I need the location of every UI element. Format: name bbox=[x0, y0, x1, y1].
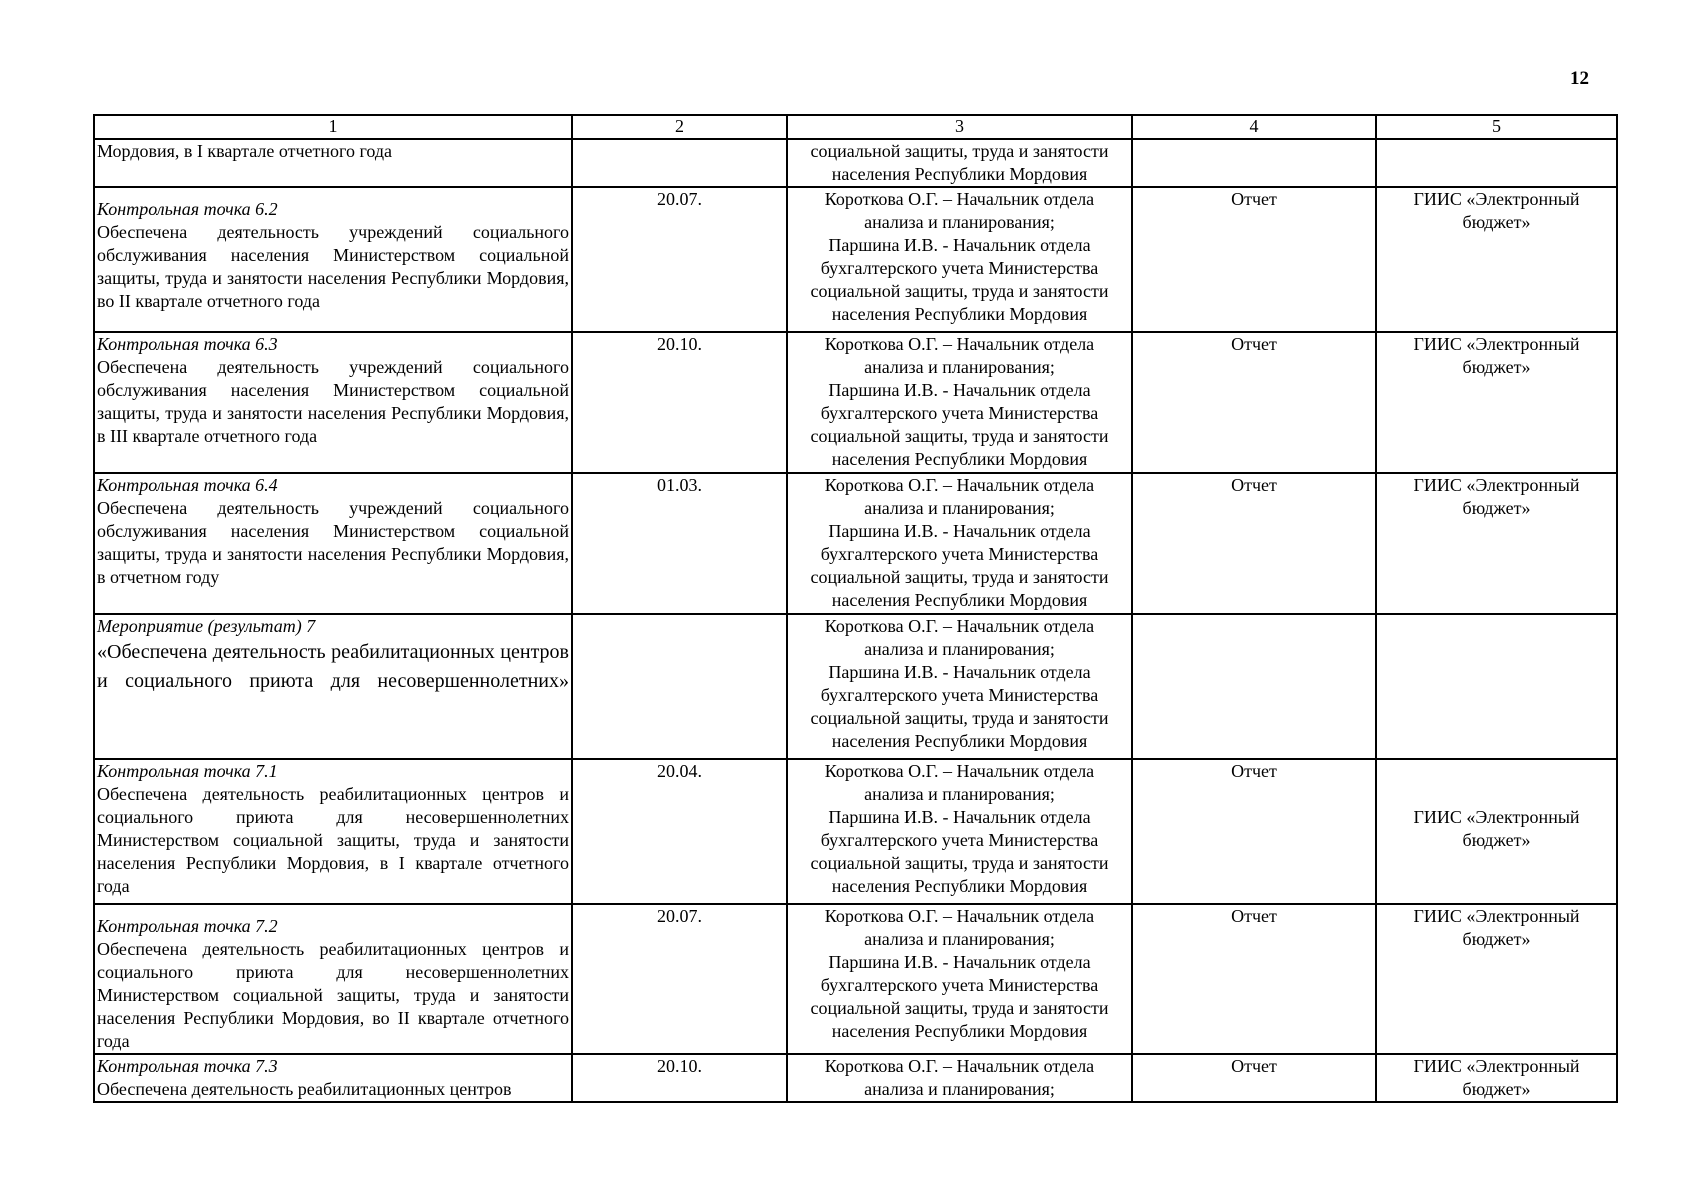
control-point-title: Контрольная точка 6.3 bbox=[97, 334, 278, 354]
table-row bbox=[94, 473, 1617, 614]
information-system-text: ГИИС «Электронный бюджет» bbox=[1413, 189, 1580, 232]
deadline-cell bbox=[572, 139, 787, 187]
responsible-line: бухгалтерского учета Министерства bbox=[820, 258, 1099, 278]
responsible-line: анализа и планирования; bbox=[864, 212, 1055, 232]
responsible-line: анализа и планирования; bbox=[864, 929, 1055, 949]
control-point-title: Мероприятие (результат) 7 bbox=[97, 616, 316, 636]
responsible-line: социальной защиты, труда и занятости bbox=[810, 426, 1109, 446]
responsible-cell bbox=[787, 332, 1132, 473]
task-description-cell bbox=[94, 332, 572, 473]
responsible-line: анализа и планирования; bbox=[864, 498, 1055, 518]
task-description-cell bbox=[94, 473, 572, 614]
task-description-cell bbox=[94, 759, 572, 904]
responsible-line: анализа и планирования; bbox=[864, 1079, 1055, 1099]
information-system-cell bbox=[1376, 139, 1617, 187]
table-row bbox=[94, 904, 1617, 1054]
responsible-line: Паршина И.В. - Начальник отдела bbox=[828, 521, 1091, 541]
task-description-cell bbox=[94, 1054, 572, 1102]
responsible-cell bbox=[787, 904, 1132, 1054]
control-point-title: Контрольная точка 6.4 bbox=[97, 475, 278, 495]
table-row bbox=[94, 139, 1617, 187]
responsible-cell bbox=[787, 1054, 1132, 1102]
responsible-line: социальной защиты, труда и занятости bbox=[810, 708, 1109, 728]
column-header-4: 4 bbox=[1132, 115, 1376, 139]
responsible-line: Короткова О.Г. – Начальник отдела bbox=[824, 189, 1095, 209]
plan-table bbox=[93, 114, 1618, 1103]
document-type-cell: Отчет bbox=[1132, 904, 1376, 1054]
control-point-text: «Обеспечена деятельность реабилитационных центров и социального приюта для несовершеннолетних» bbox=[97, 641, 569, 692]
deadline-cell bbox=[572, 614, 787, 759]
responsible-line: анализа и планирования; bbox=[864, 357, 1055, 377]
information-system-cell bbox=[1376, 332, 1617, 473]
responsible-line: Короткова О.Г. – Начальник отдела bbox=[824, 616, 1095, 636]
information-system-text: ГИИС «Электронный бюджет» bbox=[1413, 906, 1580, 949]
information-system-cell bbox=[1376, 904, 1617, 1054]
spacer bbox=[97, 188, 569, 198]
spacer bbox=[97, 905, 569, 915]
responsible-line: бухгалтерского учета Министерства bbox=[820, 544, 1099, 564]
document-type-cell: Отчет bbox=[1132, 1054, 1376, 1102]
deadline-cell: 20.10. bbox=[572, 332, 787, 473]
information-system-text: ГИИС «Электронный бюджет» bbox=[1413, 475, 1580, 518]
deadline-cell: 20.04. bbox=[572, 759, 787, 904]
document-type-cell: Отчет bbox=[1132, 473, 1376, 614]
table-row bbox=[94, 614, 1617, 759]
responsible-cell bbox=[787, 139, 1132, 187]
control-point-title: Контрольная точка 6.2 bbox=[97, 199, 278, 219]
responsible-line: населения Республики Мордовия bbox=[831, 731, 1088, 751]
responsible-line: социальной защиты, труда и занятости bbox=[810, 141, 1109, 161]
responsible-cell bbox=[787, 759, 1132, 904]
deadline-cell: 20.10. bbox=[572, 1054, 787, 1102]
control-point-title: Контрольная точка 7.2 bbox=[97, 916, 278, 936]
responsible-line: населения Республики Мордовия bbox=[831, 449, 1088, 469]
document-type-cell bbox=[1132, 614, 1376, 759]
responsible-line: бухгалтерского учета Министерства bbox=[820, 975, 1099, 995]
information-system-text: ГИИС «Электронный бюджет» bbox=[1413, 334, 1580, 377]
task-description-cell bbox=[94, 904, 572, 1054]
table-row bbox=[94, 187, 1617, 332]
table-body bbox=[94, 139, 1617, 1102]
information-system-text: ГИИС «Электронный бюджет» bbox=[1413, 1056, 1580, 1099]
responsible-line: бухгалтерского учета Министерства bbox=[820, 403, 1099, 423]
task-description-cell bbox=[94, 614, 572, 759]
document-type-cell: Отчет bbox=[1132, 332, 1376, 473]
control-point-text: Обеспечена деятельность учреждений социального обслуживания населения Министерством социальной защиты, труда и занятости населения Республики Мордовия, во II квартале отчетного года bbox=[97, 222, 569, 311]
control-point-title: Контрольная точка 7.3 bbox=[97, 1056, 278, 1076]
responsible-line: Короткова О.Г. – Начальник отдела bbox=[824, 761, 1095, 781]
responsible-line: Паршина И.В. - Начальник отдела bbox=[828, 235, 1091, 255]
responsible-line: Короткова О.Г. – Начальник отдела bbox=[824, 475, 1095, 495]
responsible-line: Паршина И.В. - Начальник отдела bbox=[828, 662, 1091, 682]
responsible-line: населения Республики Мордовия bbox=[831, 876, 1088, 896]
responsible-line: Короткова О.Г. – Начальник отдела bbox=[824, 906, 1095, 926]
task-description-cell bbox=[94, 187, 572, 332]
column-header-5: 5 bbox=[1376, 115, 1617, 139]
information-system-cell bbox=[1376, 473, 1617, 614]
control-point-text: Обеспечена деятельность реабилитационных центров bbox=[97, 1079, 512, 1099]
responsible-line: социальной защиты, труда и занятости bbox=[810, 998, 1109, 1018]
responsible-line: социальной защиты, труда и занятости bbox=[810, 853, 1109, 873]
responsible-line: Паршина И.В. - Начальник отдела bbox=[828, 807, 1091, 827]
information-system-cell bbox=[1376, 1054, 1617, 1102]
control-point-text: Обеспечена деятельность реабилитационных центров и социального приюта для несовершеннолетних Министерством социальной защиты, труда и занятости населения Республики Мордовия, в I квартале отчетного года bbox=[97, 784, 569, 896]
information-system-text: ГИИС «Электронный бюджет» bbox=[1413, 807, 1580, 850]
table-row bbox=[94, 759, 1617, 904]
responsible-line: населения Республики Мордовия bbox=[831, 1021, 1088, 1041]
responsible-cell bbox=[787, 473, 1132, 614]
column-header-3: 3 bbox=[787, 115, 1132, 139]
table-row bbox=[94, 1054, 1617, 1102]
responsible-line: социальной защиты, труда и занятости bbox=[810, 567, 1109, 587]
deadline-cell: 20.07. bbox=[572, 904, 787, 1054]
information-system-cell bbox=[1376, 759, 1617, 904]
responsible-line: анализа и планирования; bbox=[864, 784, 1055, 804]
information-system-cell bbox=[1376, 187, 1617, 332]
column-header-2: 2 bbox=[572, 115, 787, 139]
responsible-line: анализа и планирования; bbox=[864, 639, 1055, 659]
responsible-line: Паршина И.В. - Начальник отдела bbox=[828, 952, 1091, 972]
responsible-line: Короткова О.Г. – Начальник отдела bbox=[824, 1056, 1095, 1076]
responsible-line: населения Республики Мордовия bbox=[831, 590, 1088, 610]
table-row bbox=[94, 332, 1617, 473]
page-number: 12 bbox=[1570, 68, 1589, 89]
responsible-line: бухгалтерского учета Министерства bbox=[820, 830, 1099, 850]
responsible-line: Паршина И.В. - Начальник отдела bbox=[828, 380, 1091, 400]
responsible-line: Короткова О.Г. – Начальник отдела bbox=[824, 334, 1095, 354]
responsible-line: социальной защиты, труда и занятости bbox=[810, 281, 1109, 301]
control-point-text: Мордовия, в I квартале отчетного года bbox=[97, 141, 393, 161]
document-type-cell: Отчет bbox=[1132, 187, 1376, 332]
responsible-cell bbox=[787, 187, 1132, 332]
control-point-text: Обеспечена деятельность учреждений социального обслуживания населения Министерством социальной защиты, труда и занятости населения Республики Мордовия, в III квартале отчетного года bbox=[97, 357, 569, 446]
column-header-1: 1 bbox=[94, 115, 572, 139]
control-point-text: Обеспечена деятельность учреждений социального обслуживания населения Министерством социальной защиты, труда и занятости населения Республики Мордовия, в отчетном году bbox=[97, 498, 569, 587]
document-type-cell bbox=[1132, 139, 1376, 187]
responsible-line: населения Республики Мордовия bbox=[831, 304, 1088, 324]
responsible-cell bbox=[787, 614, 1132, 759]
control-point-title: Контрольная точка 7.1 bbox=[97, 761, 278, 781]
task-description-cell bbox=[94, 139, 572, 187]
deadline-cell: 20.07. bbox=[572, 187, 787, 332]
responsible-line: населения Республики Мордовия bbox=[831, 164, 1088, 184]
information-system-cell bbox=[1376, 614, 1617, 759]
table-header-row bbox=[94, 115, 1617, 139]
control-point-text: Обеспечена деятельность реабилитационных центров и социального приюта для несовершеннолетних Министерством социальной защиты, труда и занятости населения Республики Мордовия, во II квартале отчетного года bbox=[97, 939, 569, 1051]
responsible-line: бухгалтерского учета Министерства bbox=[820, 685, 1099, 705]
document-type-cell: Отчет bbox=[1132, 759, 1376, 904]
deadline-cell: 01.03. bbox=[572, 473, 787, 614]
